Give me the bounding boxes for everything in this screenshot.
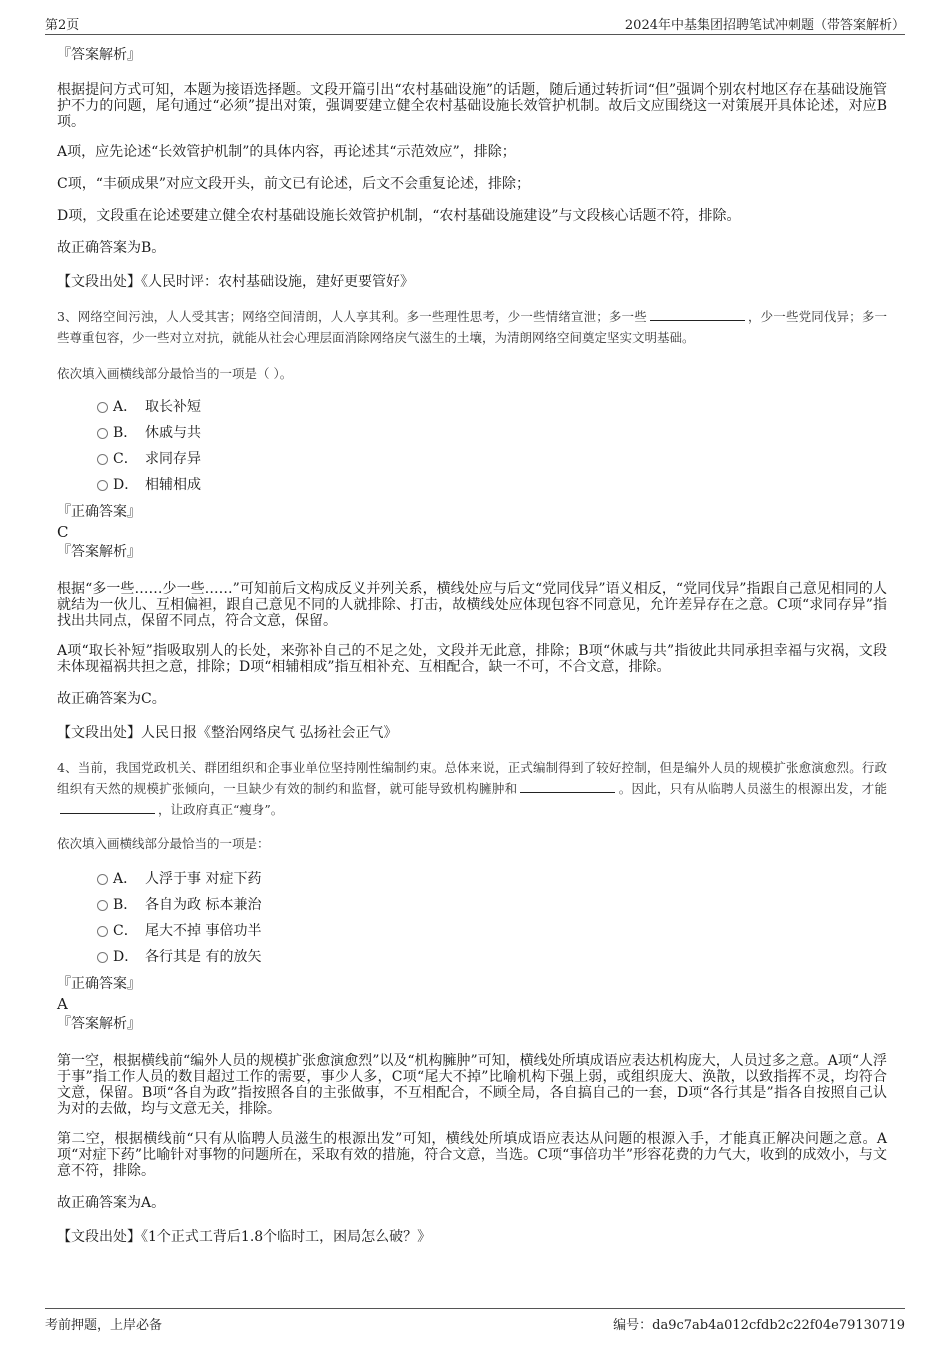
q3-stem [57, 306, 887, 348]
q2-source: 【文段出处】《人民时评：农村基础设施，建好更要管好》 [57, 274, 414, 290]
q3-answer: C [57, 523, 69, 541]
page-footer [45, 1308, 905, 1333]
page-header [45, 12, 905, 35]
q3-blank [650, 308, 745, 321]
q4-option-c[interactable]: C． 尾大不掉 事倍功半 [57, 918, 887, 944]
q4-blank-1 [520, 780, 615, 793]
q3-option-d[interactable]: D． 相辅相成 [57, 472, 887, 498]
q2-analysis-option-a: A项，应先论述“长效管护机制”的具体内容，再论述其“示范效应”，排除； [57, 144, 516, 160]
footer-motto: 考前押题，上岸必备 [45, 1318, 163, 1333]
q3-source: 【文段出处】人民日报《整治网络戾气 弘扬社会正气》 [57, 725, 398, 741]
radio-icon[interactable] [97, 952, 108, 963]
radio-icon[interactable] [97, 454, 108, 465]
q3-analysis-paragraph-1: 根据“多一些……少一些……”可知前后文构成反义并列关系，横线处应与后文“党同伐异”语义相反，“党同伐异”指跟自己意见相同的人就结为一伙儿、互相偏袒，跟自己意见不同的人就排除、打击，故横线处应体现包容不同意见，允许差异存在之意。C项“求同存异”指找出共同点，保留不同点，符合文意，保留。 [57, 581, 887, 629]
page-content [57, 44, 887, 1245]
q3-analysis-paragraph-2: A项“取长补短”指吸取别人的长处，来弥补自己的不足之处，文段并无此意，排除；B项“休戚与共”指彼此共同承担幸福与灾祸，文段未体现福祸共担之意，排除；D项“相辅相成”指互相补充、互相配合，缺一不可，不合文意，排除。 [57, 643, 887, 675]
q4-analysis-paragraph-2: 第二空，根据横线前“只有从临聘人员滋生的根源出发”可知，横线处所填成语应表达从问题的根源入手，才能真正解决问题之意。A项“对症下药”比喻针对事物的问题所在，采取有效的措施，符合文意，当选。C项“事倍功半”形容花费的力气大，收到的成效小，与文意不符，排除。 [57, 1131, 887, 1179]
q4-option-a[interactable]: A． 人浮于事 对症下药 [57, 866, 887, 892]
q2-analysis-option-d: D项，文段重在论述要建立健全农村基础设施长效管护机制，“农村基础设施建设”与文段核心话题不符，排除。 [57, 208, 741, 224]
q4-analysis-label: 『答案解析』 [57, 1016, 141, 1032]
radio-icon[interactable] [97, 402, 108, 413]
q3-option-c[interactable]: C． 求同存异 [57, 446, 887, 472]
q4-answer-label: 『正确答案』 [57, 976, 141, 992]
q2-analysis-option-c: C项，“丰硕成果”对应文段开头，前文已有论述，后文不会重复论述，排除； [57, 176, 531, 192]
q3-answer-label: 『正确答案』 [57, 504, 141, 520]
q3-option-b[interactable]: B． 休戚与共 [57, 420, 887, 446]
q3-options [57, 394, 887, 498]
q4-option-b[interactable]: B． 各自为政 标本兼治 [57, 892, 887, 918]
q3-stem-part-1: 3、网络空间污浊，人人受其害；网络空间清朗，人人享其利。多一些理性思考，少一些情绪宣泄；多一些 [57, 309, 647, 324]
radio-icon[interactable] [97, 428, 108, 439]
q4-instruction: 依次填入画横线部分最恰当的一项是： [57, 836, 270, 851]
q4-answer: A [57, 995, 68, 1013]
radio-icon[interactable] [97, 926, 108, 937]
q4-conclusion: 故正确答案为A。 [57, 1195, 166, 1211]
page-number: 第2页 [45, 18, 80, 33]
q3-analysis-label: 『答案解析』 [57, 544, 141, 560]
q2-analysis-paragraph: 根据提问方式可知，本题为接语选择题。文段开篇引出“农村基础设施”的话题，随后通过转折词“但”强调个别农村地区存在基础设施管护不力的问题，尾句通过“必须”提出对策，强调要建立健全农村基础设施长效管护机制。故后文应围绕这一对策展开具体论述，对应B项。 [57, 82, 887, 130]
q3-instruction: 依次填入画横线部分最恰当的一项是（ ）。 [57, 366, 293, 381]
q3-stem-part-2: ，少一些党同伐异；多一些尊重包容，少一些对立对抗，就能从社会心理层面消除网络戾气滋生的土壤，为清朗网络空间奠定坚实文明基础。 [57, 309, 887, 345]
q4-options [57, 866, 887, 970]
document-code-label: 编号： [613, 1318, 653, 1333]
q4-stem-part-1: 4、当前，我国党政机关、群团组织和企事业单位坚持刚性编制约束。总体来说，正式编制得到了较好控制，但是编外人员的规模扩张愈演愈烈。行政组织有天然的规模扩张倾向，一旦缺少有效的制约和监督，就可能导致机构臃肿和 [57, 760, 887, 796]
q4-source: 【文段出处】《1个正式工背后1.8个临时工，困局怎么破？》 [57, 1229, 432, 1245]
radio-icon[interactable] [97, 900, 108, 911]
q4-blank-2 [60, 801, 155, 814]
q4-analysis-paragraph-1: 第一空，根据横线前“编外人员的规模扩张愈演愈烈”以及“机构臃肿”可知，横线处所填成语应表达机构庞大，人员过多之意。A项“人浮于事”指工作人员的数目超过工作的需要，事少人多，C项“尾大不掉”比喻机构下强上弱，或组织庞大、涣散，以致指挥不灵，均符合文意，保留。B项“各自为政”指按照各自的主张做事，不互相配合，不顾全局，各自搞自己的一套，D项“各行其是”指各自按照自己认为对的去做，均与文意无关，排除。 [57, 1053, 887, 1117]
q3-option-a[interactable]: A． 取长补短 [57, 394, 887, 420]
q4-option-d[interactable]: D． 各行其是 有的放矢 [57, 944, 887, 970]
q4-stem-part-2: 。因此，只有从临聘人员滋生的根源出发，才能 [618, 781, 887, 796]
q3-conclusion: 故正确答案为C。 [57, 691, 166, 707]
radio-icon[interactable] [97, 480, 108, 491]
document-title: 2024年中基集团招聘笔试冲刺题（带答案解析） [624, 18, 905, 33]
radio-icon[interactable] [97, 874, 108, 885]
document-code-value: da9c7ab4a012cfdb2c22f04e79130719 [652, 1318, 905, 1333]
q2-conclusion: 故正确答案为B。 [57, 240, 166, 256]
q4-stem-part-3: ，让政府真正“瘦身”。 [158, 802, 284, 817]
q2-analysis-label: 『答案解析』 [57, 47, 141, 63]
q4-stem [57, 757, 887, 820]
document-code [613, 1314, 905, 1333]
